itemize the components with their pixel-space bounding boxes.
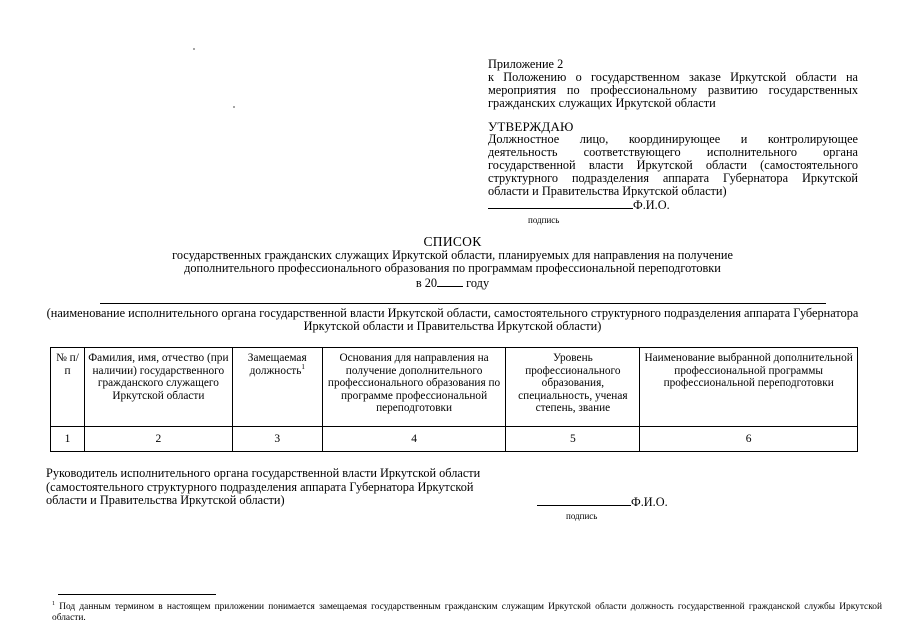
- head-signature-line: [537, 495, 668, 510]
- header-cell-education: Уровень профессионального образования, специальность, ученая степень, звание: [506, 348, 640, 427]
- header-position-text: Замещаемая должность: [247, 352, 307, 377]
- scan-speck: [193, 48, 195, 50]
- appendix-text: к Положению о государственном заказе Иркутской области на мероприятия по профессиональному развитию государственных гражданских служащих Иркутской области: [488, 70, 858, 110]
- table-row: [51, 427, 858, 452]
- appendix-label: Приложение 2: [488, 57, 564, 71]
- heading-line-2: дополнительного профессионального образования по программам профессиональной переподготовки: [184, 261, 721, 275]
- column-number-cell: 4: [322, 427, 506, 452]
- column-number-cell: 3: [232, 427, 322, 452]
- year-suffix: году: [463, 275, 490, 290]
- heading-line-1: государственных гражданских служащих Иркутской области, планируемых для направления на получение: [172, 247, 733, 262]
- document-heading: [0, 235, 905, 290]
- approval-title: УТВЕРЖДАЮ: [488, 119, 574, 134]
- footnote-rule: [58, 594, 216, 595]
- approval-block: [488, 120, 858, 227]
- head-signature-caption: подпись: [566, 511, 598, 521]
- approval-signature-line: [488, 198, 858, 212]
- appendix-block: [488, 58, 858, 110]
- employees-table: [50, 347, 858, 452]
- signature-blank: [488, 198, 633, 209]
- table-header-row: [51, 348, 858, 427]
- column-number-cell: 5: [506, 427, 640, 452]
- header-cell-program: Наименование выбранной дополнительной профессиональной программы профессиональной переподготовки: [640, 348, 858, 427]
- column-number-cell: 1: [51, 427, 85, 452]
- approval-signature-caption: подпись: [528, 215, 560, 225]
- header-cell-name: Фамилия, имя, отчество (при наличии) государственного гражданского служащего Иркутской области: [84, 348, 232, 427]
- header-cell-position: [232, 348, 322, 427]
- footnote-text: Под данным термином в настоящем приложении понимается замещаемая государственным гражданским служащим Иркутской области должность государственной гражданской службы Иркутской области.: [52, 602, 882, 623]
- head-signature-text: Руководитель исполнительного органа государственной власти Иркутской области (самостоятельного структурного подразделения аппарата Губернатора Иркутской области и Правительства Иркутской области): [46, 466, 481, 507]
- year-prefix: в 20: [415, 275, 438, 290]
- column-number-cell: 2: [84, 427, 232, 452]
- head-fio: Ф.И.О.: [631, 495, 668, 509]
- approval-fio: Ф.И.О.: [633, 198, 670, 212]
- footnote-mark: 1: [301, 362, 305, 371]
- header-cell-grounds: Основания для направления на получение дополнительного профессионального образования по программе профессиональной переподготовки: [322, 348, 506, 427]
- document-title: СПИСОК: [423, 234, 482, 249]
- approval-text: Должностное лицо, координирующее и контролирующее деятельность соответствующего исполнительного органа государственной власти Иркутской области (самостоятельного структурного подразделения аппарата Губернатора Иркутской области и Правительства Иркутской области): [488, 132, 858, 198]
- footnote-number: 1: [52, 600, 55, 607]
- organ-caption: (наименование исполнительного органа государственной власти Иркутской области, самостоятельного структурного подразделения аппарата Губернатора Иркутской области и Правительства Иркутской области): [46, 306, 859, 333]
- heading-year: [0, 276, 905, 291]
- footnote: [52, 602, 882, 624]
- signature-blank: [537, 495, 631, 506]
- organ-name-line: [100, 303, 826, 304]
- column-number-cell: 6: [640, 427, 858, 452]
- header-cell-number: № п/п: [51, 348, 85, 427]
- year-blank: [437, 276, 463, 287]
- scan-speck: [233, 106, 235, 108]
